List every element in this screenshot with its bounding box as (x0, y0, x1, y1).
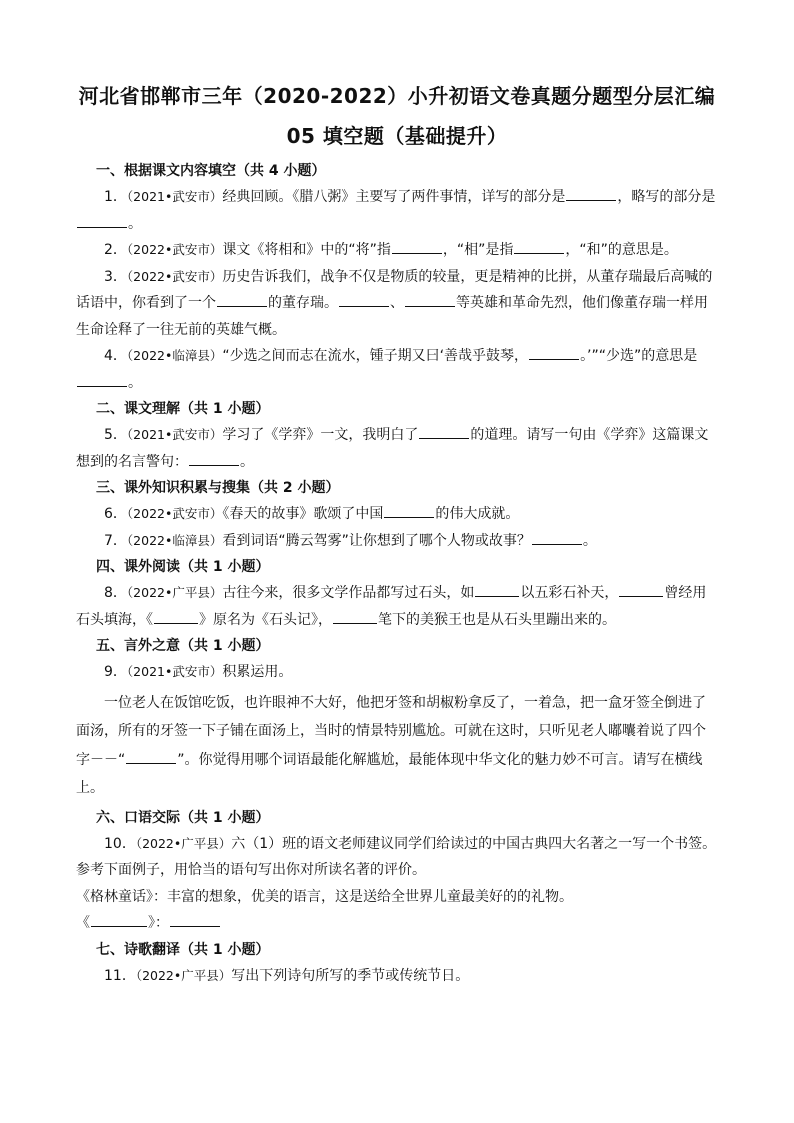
question-source: （2022•广平县） (126, 585, 223, 600)
section-heading: 二、课文理解（共 1 小题） (96, 401, 270, 417)
question-8: 8．（2022•广平县）古往今来，很多文学作品都写过石头，如 以五彩石补天， 曾经用石头填海，《 》原名为《石头记》， 笔下的美猴王也是从石头里蹦出来的。 (76, 580, 718, 633)
question-6: 6．（2022•武安市）《春天的故事》歌颂了中国 的伟大成就。 (76, 501, 718, 528)
answer-blank[interactable] (77, 213, 127, 228)
worksheet-page (76, 76, 718, 989)
answer-blank[interactable] (77, 372, 127, 387)
question-source: （2022•临漳县） (126, 532, 223, 548)
answer-blank[interactable] (514, 239, 564, 254)
answer-blank[interactable] (419, 424, 469, 439)
question-3: 3．（2022•武安市）历史告诉我们，战争不仅是物质的较量，更是精神的比拼，从董存瑞最后高喊的话语中，你看到了一个 的董存瑞。 、 等英雄和革命先烈，他们像董存瑞一样用生命诠释了一往无前的英雄气概。 (76, 268, 713, 338)
answer-blank[interactable] (392, 239, 442, 254)
question-2: 2．（2022•武安市）课文《将相和》中的“将”指 ，“相”是指 ，“和”的意思是。 (76, 237, 718, 264)
page-title: 河北省邯郸市三年（2020-2022）小升初语文卷真题分题型分层汇编 (78, 84, 716, 108)
question-source: （2022•武安市） (126, 506, 223, 521)
question-1: 1．（2021•武安市）经典回顾。《腊八粥》主要写了两件事情，详写的部分是 ，略写的部分是。 (76, 184, 718, 237)
answer-blank[interactable] (532, 530, 582, 545)
question-source: （2022•武安市） (126, 268, 223, 284)
section-heading: 三、课外知识积累与搜集（共 2 小题） (96, 480, 340, 496)
answer-blank[interactable] (217, 292, 267, 307)
answer-blank[interactable] (339, 292, 389, 307)
section-heading: 六、口语交际（共 1 小题） (96, 809, 270, 826)
answer-blank[interactable] (154, 609, 198, 624)
question-11: 11．（2022•广平县）写出下列诗句所写的季节或传统节日。 (104, 967, 470, 984)
answer-blank[interactable] (405, 292, 455, 307)
question-5: 5．（2021•武安市）学习了《学弈》一文，我明白了 的道理。请写一句由《学弈》这篇课文想到的名言警句： 。 (76, 422, 718, 475)
question-4: 4．（2022•临漳县）“少选之间而志在流水，锺子期又曰‘善哉乎鼓琴， 。’”“少选”的意思是。 (76, 343, 718, 396)
question-source: （2021•武安市） (126, 427, 223, 442)
question-10: 10．（2022•广平县）六（1）班的语文老师建议同学们给读过的中国古典四大名著之一写一个书签。参考下面例子，用恰当的语句写出你对所读名著的评价。 (76, 835, 717, 878)
question-source: （2022•临漳县） (126, 348, 223, 363)
answer-blank[interactable] (189, 451, 239, 466)
question-7: 7．（2022•临漳县）看到词语“腾云驾雾”让你想到了哪个人物或故事？ 。 (76, 528, 718, 555)
answer-blank[interactable] (619, 582, 663, 597)
answer-blank[interactable] (170, 912, 220, 927)
question-source: （2021•武安市） (126, 664, 223, 679)
question-source: （2021•武安市） (126, 189, 223, 204)
question-source: （2022•广平县） (135, 835, 232, 851)
answer-blank[interactable] (126, 749, 176, 764)
page-subtitle: 05 填空题（基础提升） (286, 124, 508, 148)
question-10-example: 《格林童话》：丰富的想象，优美的语言，这是送给全世界儿童最美好的的礼物。 (76, 888, 573, 905)
answer-blank[interactable] (91, 912, 147, 927)
section-heading: 五、言外之意（共 1 小题） (96, 638, 270, 654)
question-9-passage: 一位老人在饭馆吃饭，也许眼神不大好，他把牙签和胡椒粉拿反了，一着急，把一盒牙签全倒进了面汤，所有的牙签一下子铺在面汤上，当时的情景特别尴尬。可就在这时，只听见老人嘟囔着说了四个字－－“ ”。你觉得用哪个词语最能化解尴尬，最能体现中华文化的魅力妙不可言。请写在横线上。 (76, 694, 706, 796)
answer-blank[interactable] (384, 503, 434, 518)
question-10-answer-line: 《 》： (76, 910, 718, 937)
section-heading: 四、课外阅读（共 1 小题） (96, 559, 270, 575)
question-9: 9．（2021•武安市）积累运用。 (104, 664, 293, 680)
question-source: （2022•广平县） (135, 967, 232, 983)
question-source: （2022•武安市） (126, 242, 223, 257)
answer-blank[interactable] (529, 345, 579, 360)
answer-blank[interactable] (475, 582, 519, 597)
answer-blank[interactable] (566, 186, 616, 201)
section-heading: 七、诗歌翻译（共 1 小题） (96, 941, 270, 958)
section-heading: 一、根据课文内容填空（共 4 小题） (96, 163, 326, 179)
answer-blank[interactable] (333, 609, 377, 624)
